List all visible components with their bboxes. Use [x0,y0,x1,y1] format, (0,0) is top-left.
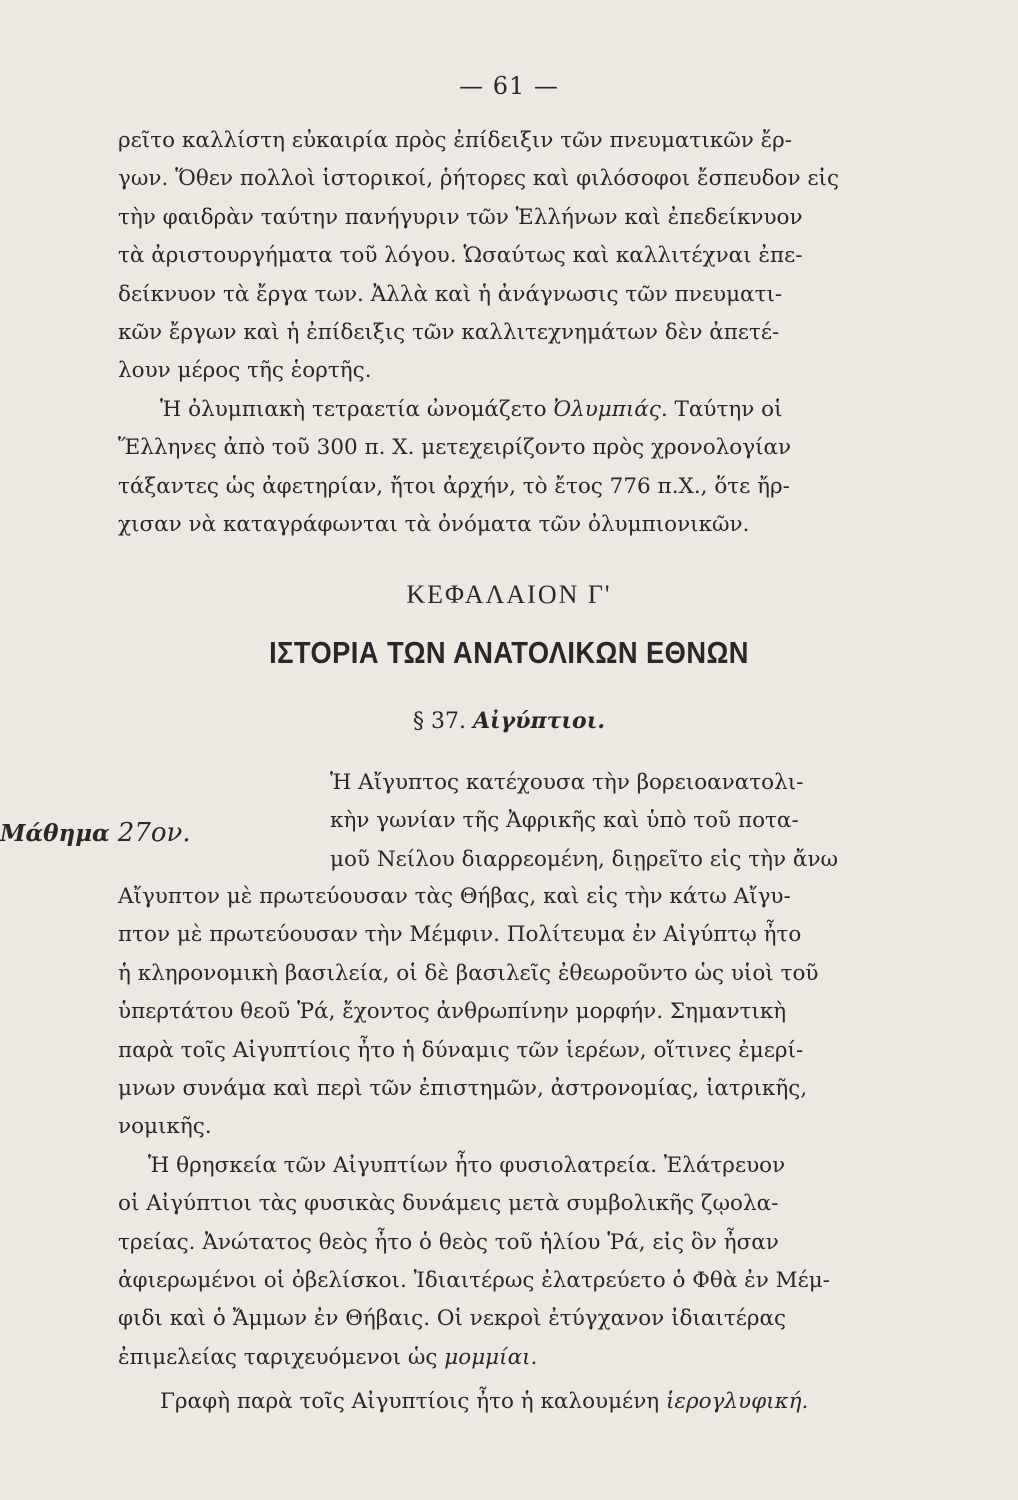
text-line: πτον μὲ πρωτεύουσαν τὴν Μέμφιν. Πολίτευμα ἐν Αἰγύπτῳ ἦτο [118,922,802,948]
text-line: μοῦ Νείλου διαρρεομένη, διῃρεῖτο εἰς τὴν ἄνω [330,846,839,872]
section-heading [0,708,1018,734]
olympiad-term: Ὀλυμπιάς [553,396,661,422]
lesson-word: Μάθημα [0,820,110,847]
text-line: κῶν ἔργων καὶ ἡ ἐπίδειξις τῶν καλλιτεχνημάτων δὲν ἀπετέ- [118,320,780,346]
text-span: ἐπιμελείας ταριχευόμενοι ὡς [118,1344,438,1370]
hieroglyphic-term: ἱερογλυφική. [665,1389,809,1415]
festival-paragraph [118,122,910,391]
text-line: γων. Ὅθεν πολλοὶ ἱστορικοί, ῥήτορες καὶ φιλόσοφοι ἔσπευδον εἰς [118,166,839,192]
olympiad-paragraph [118,391,910,545]
egypt-paragraph [118,878,910,1147]
egypt-paragraphs [118,878,910,1422]
intro-paragraphs [118,122,910,544]
subject-heading: ΙΣΤΟΡΙΑ ΤΩΝ ΑΝΑΤΟΛΙΚΩΝ ΕΘΝΩΝ [269,635,749,670]
section-title: Αἰγύπτιοι. [472,708,606,734]
text-line: Ἡ θρησκεία τῶν Αἰγυπτίων ἦτο φυσιολατρεία. Ἐλάτρευον [148,1152,786,1178]
text-span: Ἡ ὀλυμπιακὴ τετραετία ὠνομάζετο [160,396,547,422]
text-line: φιδι καὶ ὁ Ἄμμων ἐν Θήβαις. Οἱ νεκροὶ ἐτύγχανον ἰδιαιτέρας [118,1306,787,1332]
text-line: τρείας. Ἀνώτατος θεὸς ἦτο ὁ θεὸς τοῦ ἡλίου Ῥά, εἰς ὃν ἦσαν [118,1229,779,1255]
text-line [118,1383,910,1421]
text-line [118,391,910,429]
text-line: ἡ κληρονομικὴ βασιλεία, οἱ δὲ βασιλεῖς ἐθεωροῦντο ὡς υἱοὶ τοῦ [118,960,819,986]
text-line: Αἴγυπτον μὲ πρωτεύουσαν τὰς Θήβας, καὶ εἰς τὴν κάτω Αἴγυ- [118,884,791,909]
text-line: ὑπερτάτου θεοῦ Ῥά, ἔχοντος ἀνθρωπίνην μορφήν. Σημαντικὴ [118,999,787,1025]
text-line: παρὰ τοῖς Αἰγυπτίοις ἦτο ἡ δύναμις τῶν ἱερέων, οἵτινες ἐμερί- [118,1037,804,1063]
text-line: χισαν νὰ καταγράφωνται τὰ ὀνόματα τῶν ὀλυμπιονικῶν. [118,512,750,538]
text-line: ἀφιερωμένοι οἱ ὀβελίσκοι. Ἰδιαιτέρως ἐλατρεύετο ὁ Φθὰ ἐν Μέμ- [118,1268,831,1294]
mummies-term: μομμίαι. [444,1344,538,1370]
text-line: τὴν φαιδρὰν ταύτην πανήγυριν τῶν Ἑλλήνων καὶ ἐπεδείκνυον [118,204,803,230]
text-span: . Ταύτην οἱ [660,396,783,422]
text-line: τάξαντες ὡς ἀφετηρίαν, ἤτοι ἀρχήν, τὸ ἔτος 776 π.Χ., ὅτε ἤρ- [118,473,790,499]
text-line: νομικῆς. [118,1114,212,1140]
text-line: κὴν γωνίαν τῆς Ἀφρικῆς καὶ ὑπὸ τοῦ ποτα- [330,808,799,834]
text-line: Ἕλληνες ἀπὸ τοῦ 300 π. Χ. μετεχειρίζοντο πρὸς χρονολογίαν [118,435,792,461]
text-line: λουν μέρος τῆς ἑορτῆς. [118,358,372,384]
text-line: τὰ ἀριστουργήματα τοῦ λόγου. Ὡσαύτως καὶ καλλιτέχναι ἐπε- [118,243,803,269]
text-line: ρεῖτο καλλίστη εὐκαιρία πρὸς ἐπίδειξιν τῶν πνευματικῶν ἔρ- [118,128,793,153]
chapter-heading: ΚΕΦΑΛΑΙΟΝ Γ' [406,580,612,609]
section-number: § 37. [412,709,466,734]
page-number: — 61 — [459,72,559,100]
text-line: οἱ Αἰγύπτιοι τὰς φυσικὰς δυνάμεις μετὰ συμβολικῆς ζῳολα- [118,1191,779,1217]
text-line: μνων συνάμα καὶ περὶ τῶν ἐπιστημῶν, ἀστρονομίας, ἰατρικῆς, [118,1076,808,1102]
text-line [118,1339,910,1377]
writing-paragraph [118,1383,910,1421]
religion-paragraph [118,1147,910,1377]
text-line: δείκνυον τὰ ἔργα των. Ἀλλὰ καὶ ἡ ἀνάγνωσις τῶν πνευματι- [118,281,783,307]
lesson-number: 27ον. [117,818,191,848]
egypt-intro-lines [330,764,910,879]
lesson-label [0,818,191,848]
text-span: Γραφὴ παρὰ τοῖς Αἰγυπτίοις ἦτο ἡ καλουμένη [160,1389,660,1415]
text-line: Ἡ Αἴγυπτος κατέχουσα τὴν βορειοανατολι- [330,770,804,795]
